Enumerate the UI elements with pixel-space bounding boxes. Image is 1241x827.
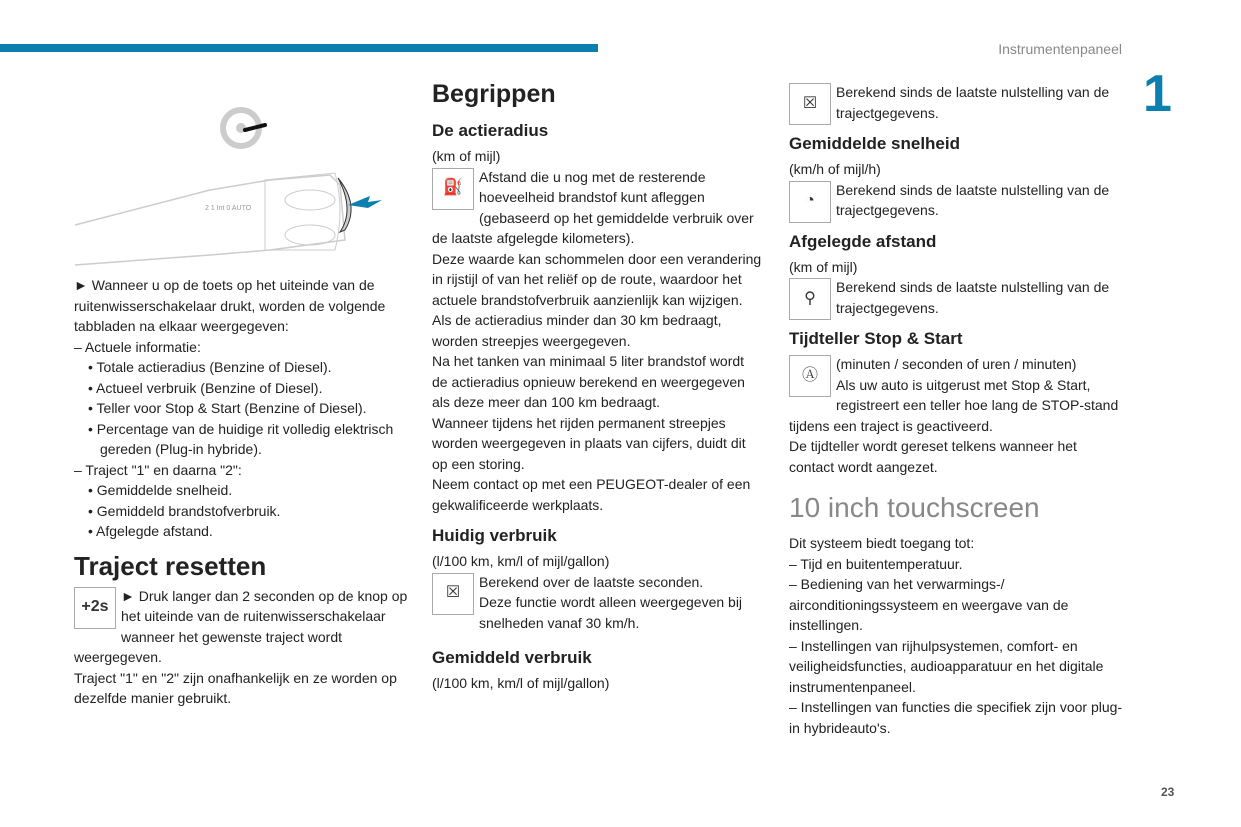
header-bar: [0, 44, 598, 52]
stop-start-text: De tijdteller wordt gereset telkens wanneer het contact wordt aangezet.: [789, 438, 1077, 475]
list-item: – Tijd en buitentemperatuur.: [789, 555, 963, 572]
list-item: • Totale actieradius (Benzine of Diesel).: [88, 359, 332, 375]
reset-text-2: Traject "1" en "2" zijn onafhankelijk en ze worden op dezelfde manier gebruikt.: [74, 669, 397, 706]
list-item: – Traject "1" en daarna "2":: [74, 461, 242, 478]
current-consumption-text: Berekend over de laatste seconden.: [479, 573, 704, 590]
list-item: • Gemiddelde snelheid.: [88, 482, 233, 498]
route-pin-icon: ⚲: [789, 278, 831, 320]
range-text: Als de actieradius minder dan 30 km bedraagt, worden streepjes weergegeven.: [432, 312, 722, 349]
steering-wheel-icon: [223, 110, 265, 146]
distance-heading: Afgelegde afstand: [789, 231, 937, 251]
list-item: • Gemiddeld brandstofverbruik.: [88, 502, 281, 519]
range-heading: De actieradius: [432, 121, 549, 140]
list-item: – Instellingen van functies die specifiek zijn voor plug-in hybrideauto's.: [789, 699, 1123, 736]
list-item: • Teller voor Stop & Start (Benzine of Diesel).: [88, 400, 367, 416]
range-unit: (km of mijl): [432, 148, 501, 164]
reset-2s-icon: +2s: [74, 587, 116, 629]
distance-text: Berekend sinds de laatste nulstelling van de trajectgegevens.: [836, 279, 1110, 316]
list-item: – Actuele informatie:: [74, 338, 201, 355]
chapter-number: 1: [1143, 65, 1172, 123]
column-right: [789, 82, 1124, 738]
average-consumption-unit: (l/100 km, km/l of mijl/gallon): [432, 675, 610, 691]
range-text: Afstand die u nog met de resterende hoeveelheid brandstof kunt afleggen (gebaseerd op het gemiddelde verbruik over de laatste afgelegde kilometers).: [432, 168, 754, 246]
arrow-icon: [348, 196, 382, 208]
average-consumption-text: Berekend sinds de laatste nulstelling van de trajectgegevens.: [836, 84, 1110, 121]
average-speed-heading: Gemiddelde snelheid: [789, 134, 960, 153]
speedometer-icon: ◔: [789, 181, 831, 223]
fuel-can-icon: ☒: [789, 83, 831, 125]
list-item: • Percentage van de huidige rit volledig elektrisch gereden (Plug-in hybride).: [88, 420, 394, 457]
reset-text: ► Druk langer dan 2 seconden op de knop op het uiteinde van de ruitenwisserschakelaar wanneer het gewenste traject wordt weergegeven.: [74, 587, 408, 665]
list-item: • Afgelegde afstand.: [88, 523, 213, 539]
stop-start-icon: Ⓐ: [789, 355, 831, 397]
range-text: Wanneer tijdens het rijden permanent streepjes worden weergegeven in plaats van cijfers, duidt dit op een storing.: [432, 414, 746, 472]
range-text: Neem contact op met een PEUGEOT-dealer of een gekwalificeerde werkplaats.: [432, 476, 751, 513]
range-text: Na het tanken van minimaal 5 liter brandstof wordt de actieradius opnieuw berekend en weergegeven als deze meer dan 100 km bedraagt.: [432, 353, 745, 410]
stop-start-unit: (minuten / seconden of uren / minuten): [836, 356, 1077, 372]
stop-start-heading: Tijdteller Stop & Start: [789, 329, 963, 348]
svg-text:2 1 Int 0 AUTO: 2 1 Int 0 AUTO: [205, 205, 252, 212]
current-consumption-unit: (l/100 km, km/l of mijl/gallon): [432, 553, 610, 569]
intro-text: ► Wanneer u op de toets op het uiteinde van de ruitenwisserschakelaar drukt, worden de volgende tabbladen na elkaar weergegeven:: [74, 277, 386, 334]
stop-start-text: Als uw auto is uitgerust met Stop & Start, registreert een teller hoe lang de STOP-stand tijdens een traject is geactiveerd.: [789, 376, 1119, 434]
range-text: Deze waarde kan schommelen door een verandering in rijstijl of van het reliëf op de route, waardoor het actuele brandstofverbruik aanzienlijk kan wijzigen.: [432, 250, 762, 308]
touchscreen-intro: Dit systeem biedt toegang tot:: [789, 535, 975, 551]
average-consumption-heading: Gemiddeld verbruik: [432, 648, 592, 667]
distance-unit: (km of mijl): [789, 258, 858, 275]
column-middle: [432, 78, 762, 694]
wiper-stalk-illustration: [70, 100, 410, 270]
fuel-can-icon: ☒: [432, 573, 474, 615]
average-speed-text: Berekend sinds de laatste nulstelling van de trajectgegevens.: [836, 181, 1110, 218]
page-number: 23: [1161, 785, 1175, 799]
current-consumption-heading: Huidig verbruik: [432, 526, 557, 545]
fuel-pump-icon: ⛽: [432, 168, 474, 210]
column-left: [74, 275, 409, 709]
page-heading: Begrippen: [432, 80, 556, 108]
average-speed-unit: (km/h of mijl/h): [789, 161, 881, 177]
list-item: – Instellingen van rijhulpsystemen, comfort- en veiligheidsfuncties, audioapparatuur en het digitale instrumentenpaneel.: [789, 637, 1104, 695]
reset-heading: Traject resetten: [74, 550, 267, 581]
touchscreen-heading: 10 inch touchscreen: [789, 492, 1040, 523]
section-title: Instrumentenpaneel: [998, 41, 1122, 57]
list-item: • Actueel verbruik (Benzine of Diesel).: [88, 379, 323, 396]
list-item: – Bediening van het verwarmings-/ airconditioningssysteem en weergave van de instellingen.: [789, 576, 1069, 633]
current-consumption-text: Deze functie wordt alleen weergegeven bij snelheden vanaf 30 km/h.: [479, 594, 743, 631]
